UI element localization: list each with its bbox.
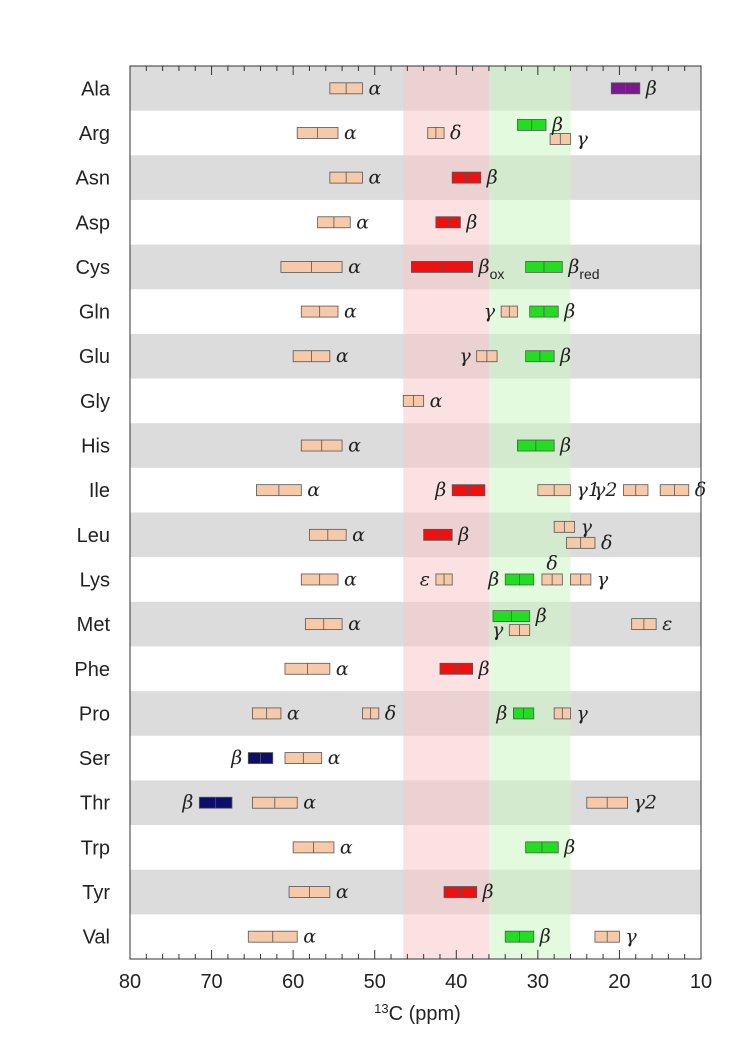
atom-label (559, 345, 571, 367)
atom-label (535, 605, 547, 627)
residue-label: Tyr (82, 882, 110, 905)
atom-label-symbol: β (478, 255, 490, 278)
atom-label-symbol: γ (580, 515, 592, 538)
atom-label-symbol: β (182, 791, 194, 814)
x-tick-label: 10 (689, 971, 713, 993)
atom-label (492, 619, 504, 641)
atom-label (348, 435, 361, 457)
residue-label: Ile (88, 480, 110, 503)
residue-label: Cys (75, 256, 110, 279)
atom-label (307, 479, 320, 501)
atom-label (336, 658, 349, 680)
atom-label-symbol: β (478, 657, 490, 680)
atom-label-symbol: ε (419, 568, 430, 591)
residue-label: Glu (78, 346, 110, 369)
x-axis-title-superscript: 13 (374, 1000, 389, 1016)
atom-label (546, 552, 557, 574)
shaded-regions (403, 66, 570, 959)
atom-label (478, 658, 490, 680)
atom-label (344, 301, 357, 323)
residue-label: Trp (80, 837, 110, 860)
atom-label (495, 702, 507, 724)
atom-label (465, 211, 477, 233)
residue-label: Gly (80, 390, 110, 413)
atom-label (368, 77, 381, 99)
atom-label-symbol: β (486, 166, 498, 189)
atom-label-symbol: α (348, 255, 361, 278)
atom-label-symbol: γ2 (594, 479, 618, 502)
atom-label-symbol: α (429, 389, 443, 412)
atom-label (336, 345, 349, 367)
x-tick-label: 30 (526, 971, 549, 993)
atom-label-symbol: α (344, 300, 357, 323)
atom-label (328, 747, 341, 769)
atom-label-symbol: α (335, 345, 349, 368)
residue-label: Met (76, 614, 110, 637)
atom-label (487, 568, 499, 590)
x-tick-label: 50 (363, 971, 386, 993)
atom-label-symbol: α (368, 77, 382, 100)
atom-label (344, 122, 357, 144)
atom-label-symbol: γ1 (576, 479, 600, 502)
atom-label-symbol: β (535, 605, 547, 628)
atom-label-symbol: α (344, 568, 357, 591)
atom-label (486, 167, 498, 189)
x-tick-label: 60 (282, 971, 305, 993)
atom-label (336, 881, 349, 903)
atom-label-symbol: δ (694, 479, 707, 502)
atom-label-symbol: β (568, 255, 580, 278)
atom-label-symbol: γ (459, 345, 471, 368)
residue-label: Thr (80, 792, 110, 815)
atom-label-symbol: α (303, 925, 317, 948)
atom-label (348, 256, 361, 278)
atom-label-symbol: α (344, 121, 357, 144)
atom-label-symbol: α (335, 881, 349, 904)
atom-label-symbol: α (352, 523, 366, 546)
atom-label (356, 211, 369, 233)
atom-label (340, 836, 353, 858)
shaded-region (489, 66, 571, 959)
atom-label-symbol: β (560, 345, 572, 368)
atom-label (348, 613, 361, 635)
atom-label (559, 435, 571, 457)
x-tick-label: 20 (608, 971, 631, 993)
residue-label: Val (82, 926, 110, 949)
x-tick-label: 70 (200, 971, 223, 993)
atom-label-symbol: β (466, 211, 478, 234)
atom-label (450, 122, 461, 144)
atom-label-symbol: β (560, 434, 572, 457)
atom-label (344, 568, 357, 590)
atom-label (303, 792, 316, 814)
atom-label (563, 301, 575, 323)
residue-label: Asn (75, 167, 110, 190)
atom-label (303, 926, 316, 948)
atom-label (634, 792, 657, 814)
atom-label (482, 881, 494, 903)
atom-label (352, 524, 365, 546)
residue-label: Gln (78, 301, 110, 324)
atom-label (181, 792, 193, 814)
atom-label-symbol: β (482, 881, 494, 904)
atom-label-symbol: β (435, 479, 447, 502)
atom-label (576, 702, 588, 724)
atom-label (457, 524, 469, 546)
atom-label (662, 613, 672, 635)
residue-label: His (81, 435, 110, 458)
atom-label (576, 128, 588, 150)
atom-label (601, 532, 612, 554)
atom-label (597, 568, 609, 590)
atom-label-symbol: γ (576, 702, 588, 725)
residue-labels (74, 78, 110, 948)
atom-label (420, 568, 430, 590)
atom-label-symbol: β (231, 747, 243, 770)
atom-label-symbol: δ (546, 552, 558, 575)
atom-label (459, 345, 471, 367)
atom-label (563, 836, 575, 858)
atom-label-symbol: δ (450, 121, 462, 144)
residue-label: Leu (76, 524, 110, 547)
x-tick-label: 40 (445, 971, 468, 993)
atom-label-symbol: β (645, 77, 657, 100)
residue-label: Lys (79, 569, 110, 592)
atom-label-symbol: γ (625, 925, 637, 948)
atom-label (539, 926, 551, 948)
atom-label (625, 926, 637, 948)
atom-label-symbol: α (335, 657, 349, 680)
atom-label-symbol: β (564, 836, 576, 859)
atom-label (484, 301, 496, 323)
atom-label (430, 390, 443, 412)
x-axis-title-text: C (ppm) (388, 1003, 461, 1025)
atom-label (594, 479, 617, 501)
residue-label: Ala (81, 78, 110, 101)
atom-label-symbol: β (458, 523, 470, 546)
atom-label-symbol: ε (662, 613, 673, 636)
x-axis-title (374, 1001, 461, 1026)
atom-label-symbol: β (488, 568, 500, 591)
atom-label-symbol: β (564, 300, 576, 323)
atom-label-symbol: β (552, 113, 563, 136)
atom-label-symbol: β (539, 925, 551, 948)
atom-label-symbol: β (496, 702, 508, 725)
atom-label-symbol: α (348, 434, 361, 457)
atom-label (368, 167, 381, 189)
atom-label-symbol: γ (596, 568, 609, 591)
residue-label: Ser (78, 748, 110, 771)
atom-label-symbol: γ (491, 619, 504, 642)
atom-label-symbol: α (307, 479, 321, 502)
residue-label: Asp (75, 212, 110, 235)
atom-label-symbol: α (327, 747, 341, 770)
atom-label-symbol: α (356, 211, 370, 234)
atom-label-symbol: α (339, 836, 353, 859)
residue-label: Phe (74, 658, 110, 681)
shaded-region (403, 66, 489, 959)
atom-label (645, 77, 657, 99)
atom-label-symbol: γ (483, 300, 496, 323)
atom-label (434, 479, 446, 501)
atom-label-subscript: red (579, 265, 600, 282)
atom-label-symbol: γ2 (633, 791, 658, 814)
atom-label-symbol: α (303, 791, 317, 814)
atom-label-symbol: α (368, 166, 382, 189)
atom-label (287, 702, 300, 724)
atom-label-symbol: γ (576, 127, 588, 150)
atom-label-symbol: δ (600, 531, 613, 554)
atom-label (695, 479, 706, 501)
atom-label (230, 747, 242, 769)
atom-label (551, 114, 563, 136)
atom-label-symbol: δ (384, 702, 397, 725)
residue-label: Pro (78, 703, 110, 726)
atom-label (581, 516, 593, 538)
atom-label (385, 702, 396, 724)
residue-label: Arg (78, 122, 110, 145)
x-tick-label: 80 (118, 971, 142, 993)
atom-label-symbol: α (286, 702, 300, 725)
atom-label-symbol: α (348, 613, 361, 636)
atom-label-subscript: ox (489, 265, 505, 282)
